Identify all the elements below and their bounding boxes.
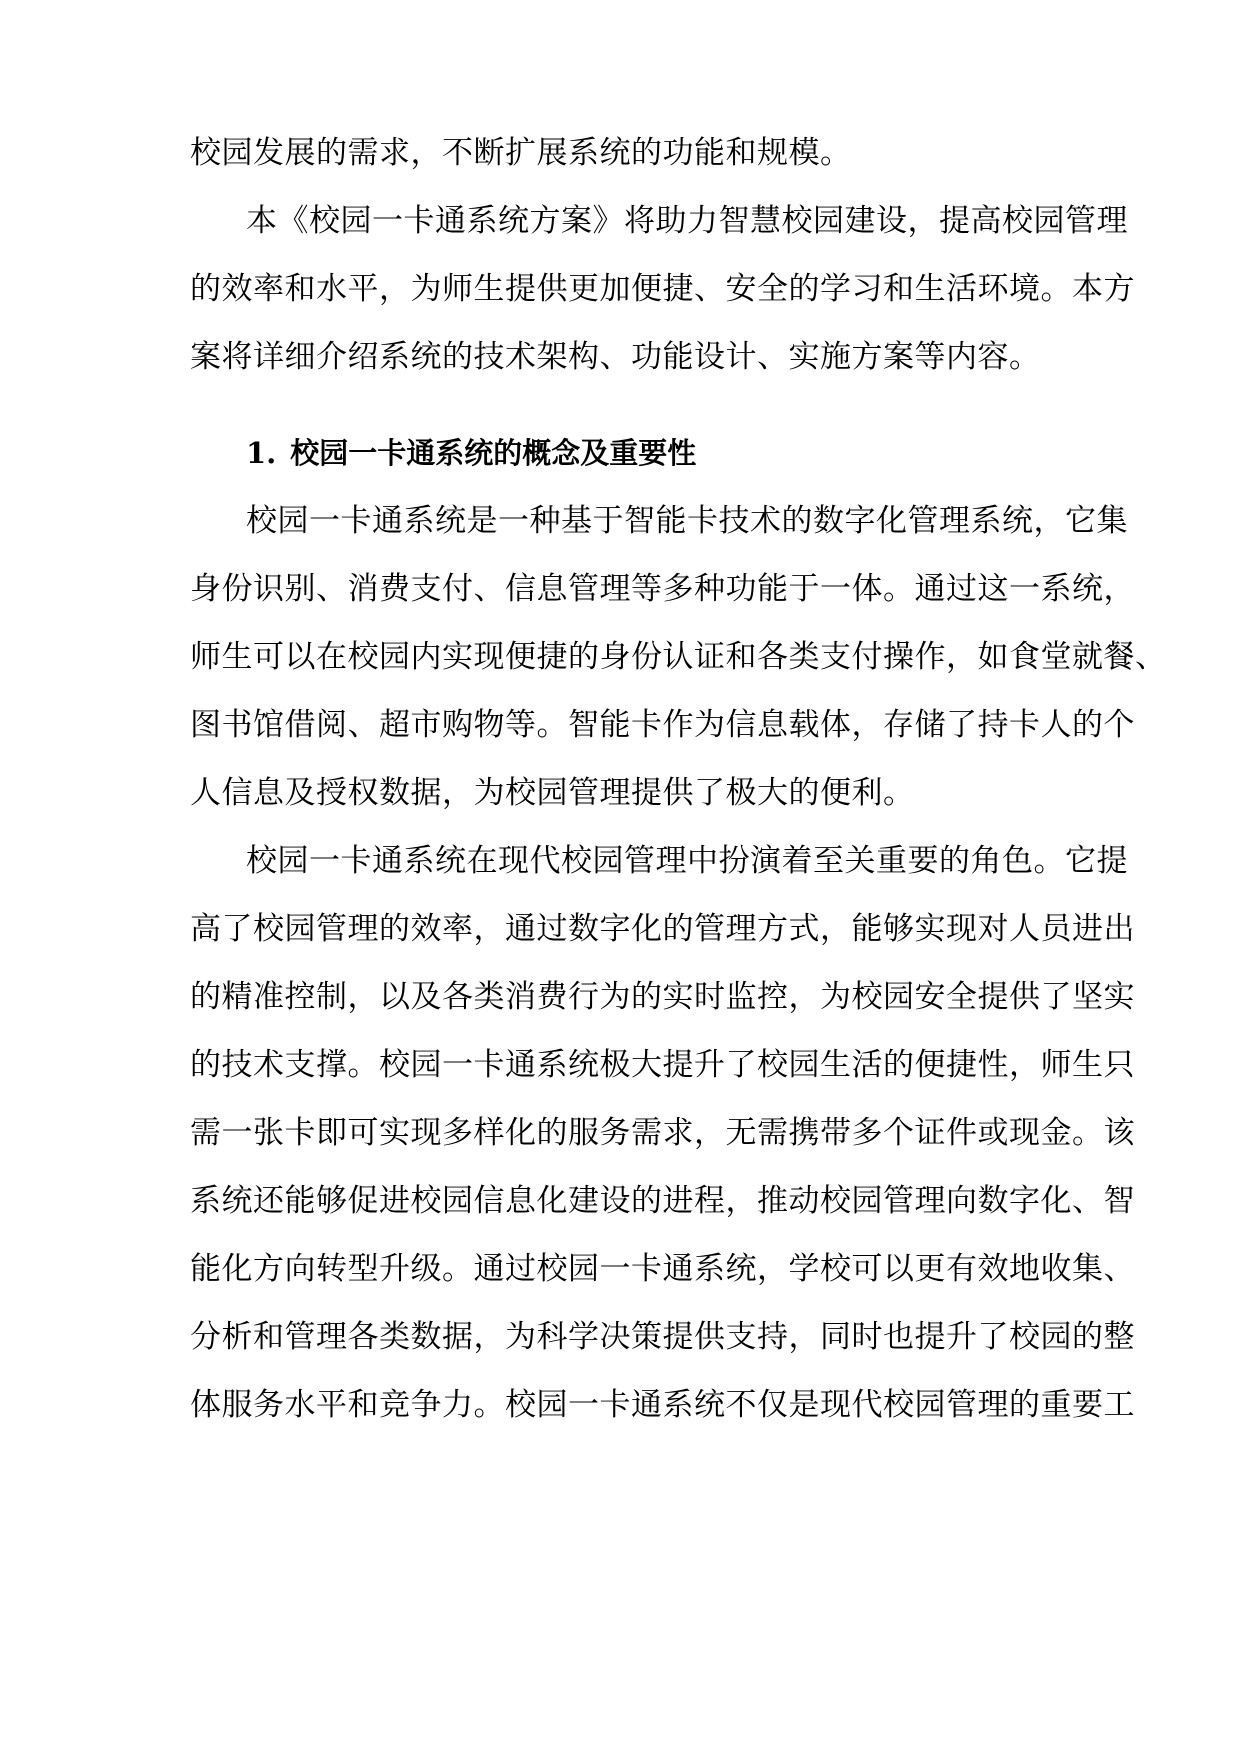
para2-line-6: 系统还能够促进校园信息化建设的进程，推动校园管理向数字化、智 [190,1183,1135,1219]
para2-line-4: 的技术支撑。校园一卡通系统极大提升了校园生活的便捷性，师生只 [190,1047,1135,1083]
para2-line-3: 的精准控制，以及各类消费行为的实时监控，为校园安全提供了坚实 [190,979,1135,1015]
para2-line-9: 体服务水平和竞争力。校园一卡通系统不仅是现代校园管理的重要工 [190,1387,1135,1423]
para2-line-5: 需一张卡即可实现多样化的服务需求，无需携带多个证件或现金。该 [190,1115,1135,1151]
section-title: 校园一卡通系统的概念及重要性 [290,436,697,470]
section-number: 1. [246,436,277,470]
section-heading [246,433,696,473]
intro-para2-line-3: 案将详细介绍系统的技术架构、功能设计、实施方案等内容。 [190,339,1041,375]
para2-line-7: 能化方向转型升级。通过校园一卡通系统，学校可以更有效地收集、 [190,1251,1135,1287]
para2-line-8: 分析和管理各类数据，为科学决策提供支持，同时也提升了校园的整 [190,1319,1135,1355]
para1-line-3: 师生可以在校园内实现便捷的身份认证和各类支付操作，如食堂就餐、 [190,639,1167,675]
para2-line-2: 高了校园管理的效率，通过数字化的管理方式，能够实现对人员进出 [190,911,1135,947]
intro-tail-line: 校园发展的需求，不断扩展系统的功能和规模。 [190,135,852,171]
para1-line-1: 校园一卡通系统是一种基于智能卡技术的数字化管理系统，它集 [246,503,1128,539]
intro-para2-line-1: 本《校园一卡通系统方案》将助力智慧校园建设，提高校园管理 [246,203,1128,239]
para1-line-5: 人信息及授权数据，为校园管理提供了极大的便利。 [190,775,915,811]
para1-line-2: 身份识别、消费支付、信息管理等多种功能于一体。通过这一系统， [190,571,1135,607]
para2-line-1: 校园一卡通系统在现代校园管理中扮演着至关重要的角色。它提 [246,843,1128,879]
intro-para2-line-2: 的效率和水平，为师生提供更加便捷、安全的学习和生活环境。本方 [190,271,1135,307]
para1-line-4: 图书馆借阅、超市购物等。智能卡作为信息载体，存储了持卡人的个 [190,707,1135,743]
